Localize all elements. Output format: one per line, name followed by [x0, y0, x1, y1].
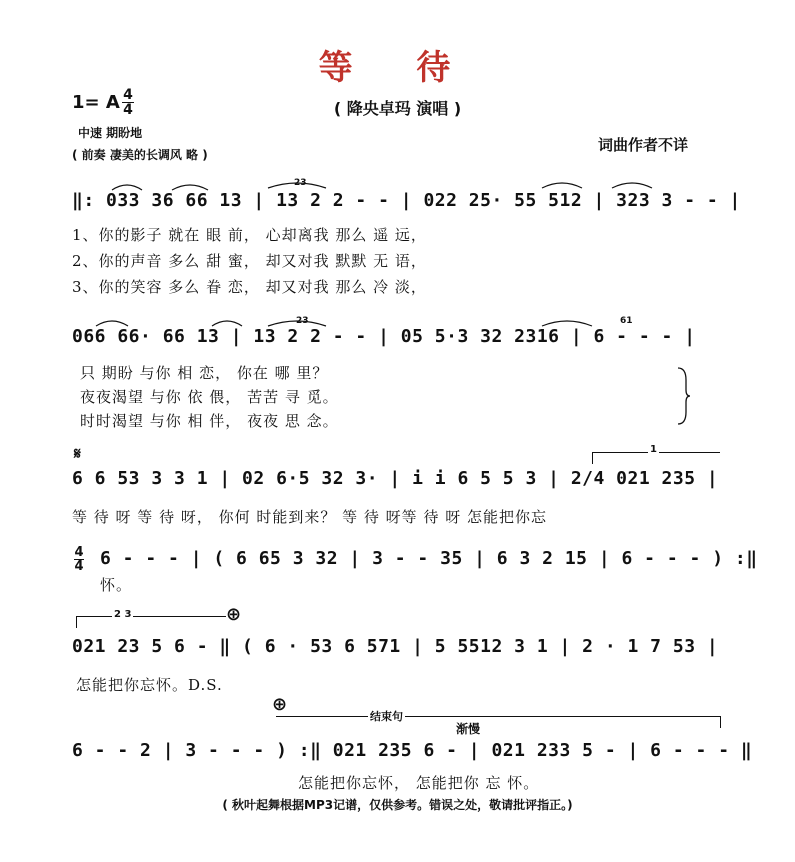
- intro-note: ( 前奏 凄美的长调风 略 ): [72, 148, 208, 162]
- lyric-brace: [676, 366, 692, 426]
- system2-notes: 066 66· 66 13 | 13 2 2 - - | 05 5·3 32 2316 | 6 - - - |: [72, 326, 696, 347]
- time-denominator: 4: [123, 102, 133, 118]
- system1-lyric-2: 2、你的声音 多么 甜 蜜， 却又对我 默默 无 语，: [72, 252, 427, 270]
- system3-notes: 6 6 53 3 3 1 | 02 6·5 32 3· | i i 6 5 5 3 | 2/4 021 235 |: [72, 468, 719, 489]
- system2-lyric-1: 只 期盼 与你 相 恋， 你在 哪 里？: [80, 364, 329, 382]
- coda-icon: ⊕: [272, 694, 288, 715]
- grace-note: 23: [296, 316, 309, 326]
- ending-bracket: [276, 716, 720, 717]
- time-signature: 4 4: [74, 545, 84, 574]
- key-signature: 1= A: [72, 92, 120, 113]
- volta-bracket-left: [592, 452, 593, 464]
- system3-lyrics: 等 待 呀 等 待 呀， 你何 时能到来？ 等 待 呀等 待 呀 怎能把你忘: [72, 508, 547, 526]
- system5-notes: 021 23 5 6 - ‖ ( 6 · 53 6 571 | 5 5512 3 1 | 2 · 1 7 53 |: [72, 636, 719, 657]
- system1-lyric-3: 3、你的笑容 多么 眷 恋， 却又对我 那么 冷 淡，: [72, 278, 427, 296]
- segno-icon: 𝄋: [74, 444, 81, 463]
- time-numerator: 4: [123, 87, 133, 103]
- ritardando-label: 渐慢: [456, 722, 481, 736]
- system6-notes: 6 - - 2 | 3 - - - ) :‖ 021 235 6 - | 021 233 5 - | 6 - - - ‖: [72, 740, 753, 761]
- ending-bracket-right: [720, 716, 721, 728]
- system4-lyrics: 怀。: [100, 576, 133, 594]
- performer-line: ( 降央卓玛 演唱 ): [333, 99, 462, 118]
- system4-notes: 6 - - - | ( 6 65 3 32 | 3 - - 35 | 6 3 2 15 | 6 - - - ) :‖: [100, 548, 758, 569]
- system5-lyrics: 怎能把你忘怀。D.S.: [76, 676, 223, 694]
- system1-lyric-1: 1、你的影子 就在 眼 前， 心却离我 那么 遥 远，: [72, 226, 427, 244]
- grace-note: 61: [620, 316, 633, 326]
- system1-notes: ‖: 033 36 66 13 | 13 2 2 - - | 022 25· 55 512 | 323 3 - - |: [72, 190, 741, 211]
- volta-bracket-left: [76, 616, 77, 628]
- volta-bracket: [76, 616, 226, 617]
- system6-lyrics: 怎能把你忘怀， 怎能把你 忘 怀。: [298, 774, 540, 792]
- song-title: 等 待: [318, 48, 477, 88]
- transcriber-note: ( 秋叶起舞根据MP3记谱，仅供参考。错误之处，敬请批评指正。): [222, 798, 573, 812]
- volta-label: 1: [650, 444, 657, 455]
- system2-lyric-2: 夜夜渴望 与你 依 偎， 苦苦 寻 觅。: [80, 388, 339, 406]
- system2-lyric-3: 时时渴望 与你 相 伴， 夜夜 思 念。: [80, 412, 339, 430]
- ending-label: 结束句: [370, 710, 403, 723]
- volta-label: 2 3: [114, 609, 132, 620]
- coda-icon: ⊕: [226, 604, 242, 625]
- tempo-marking: 中速 期盼地: [78, 126, 143, 140]
- time-signature: [122, 88, 134, 117]
- grace-note: 23: [294, 178, 307, 188]
- author-credit: 词曲作者不详: [598, 136, 689, 154]
